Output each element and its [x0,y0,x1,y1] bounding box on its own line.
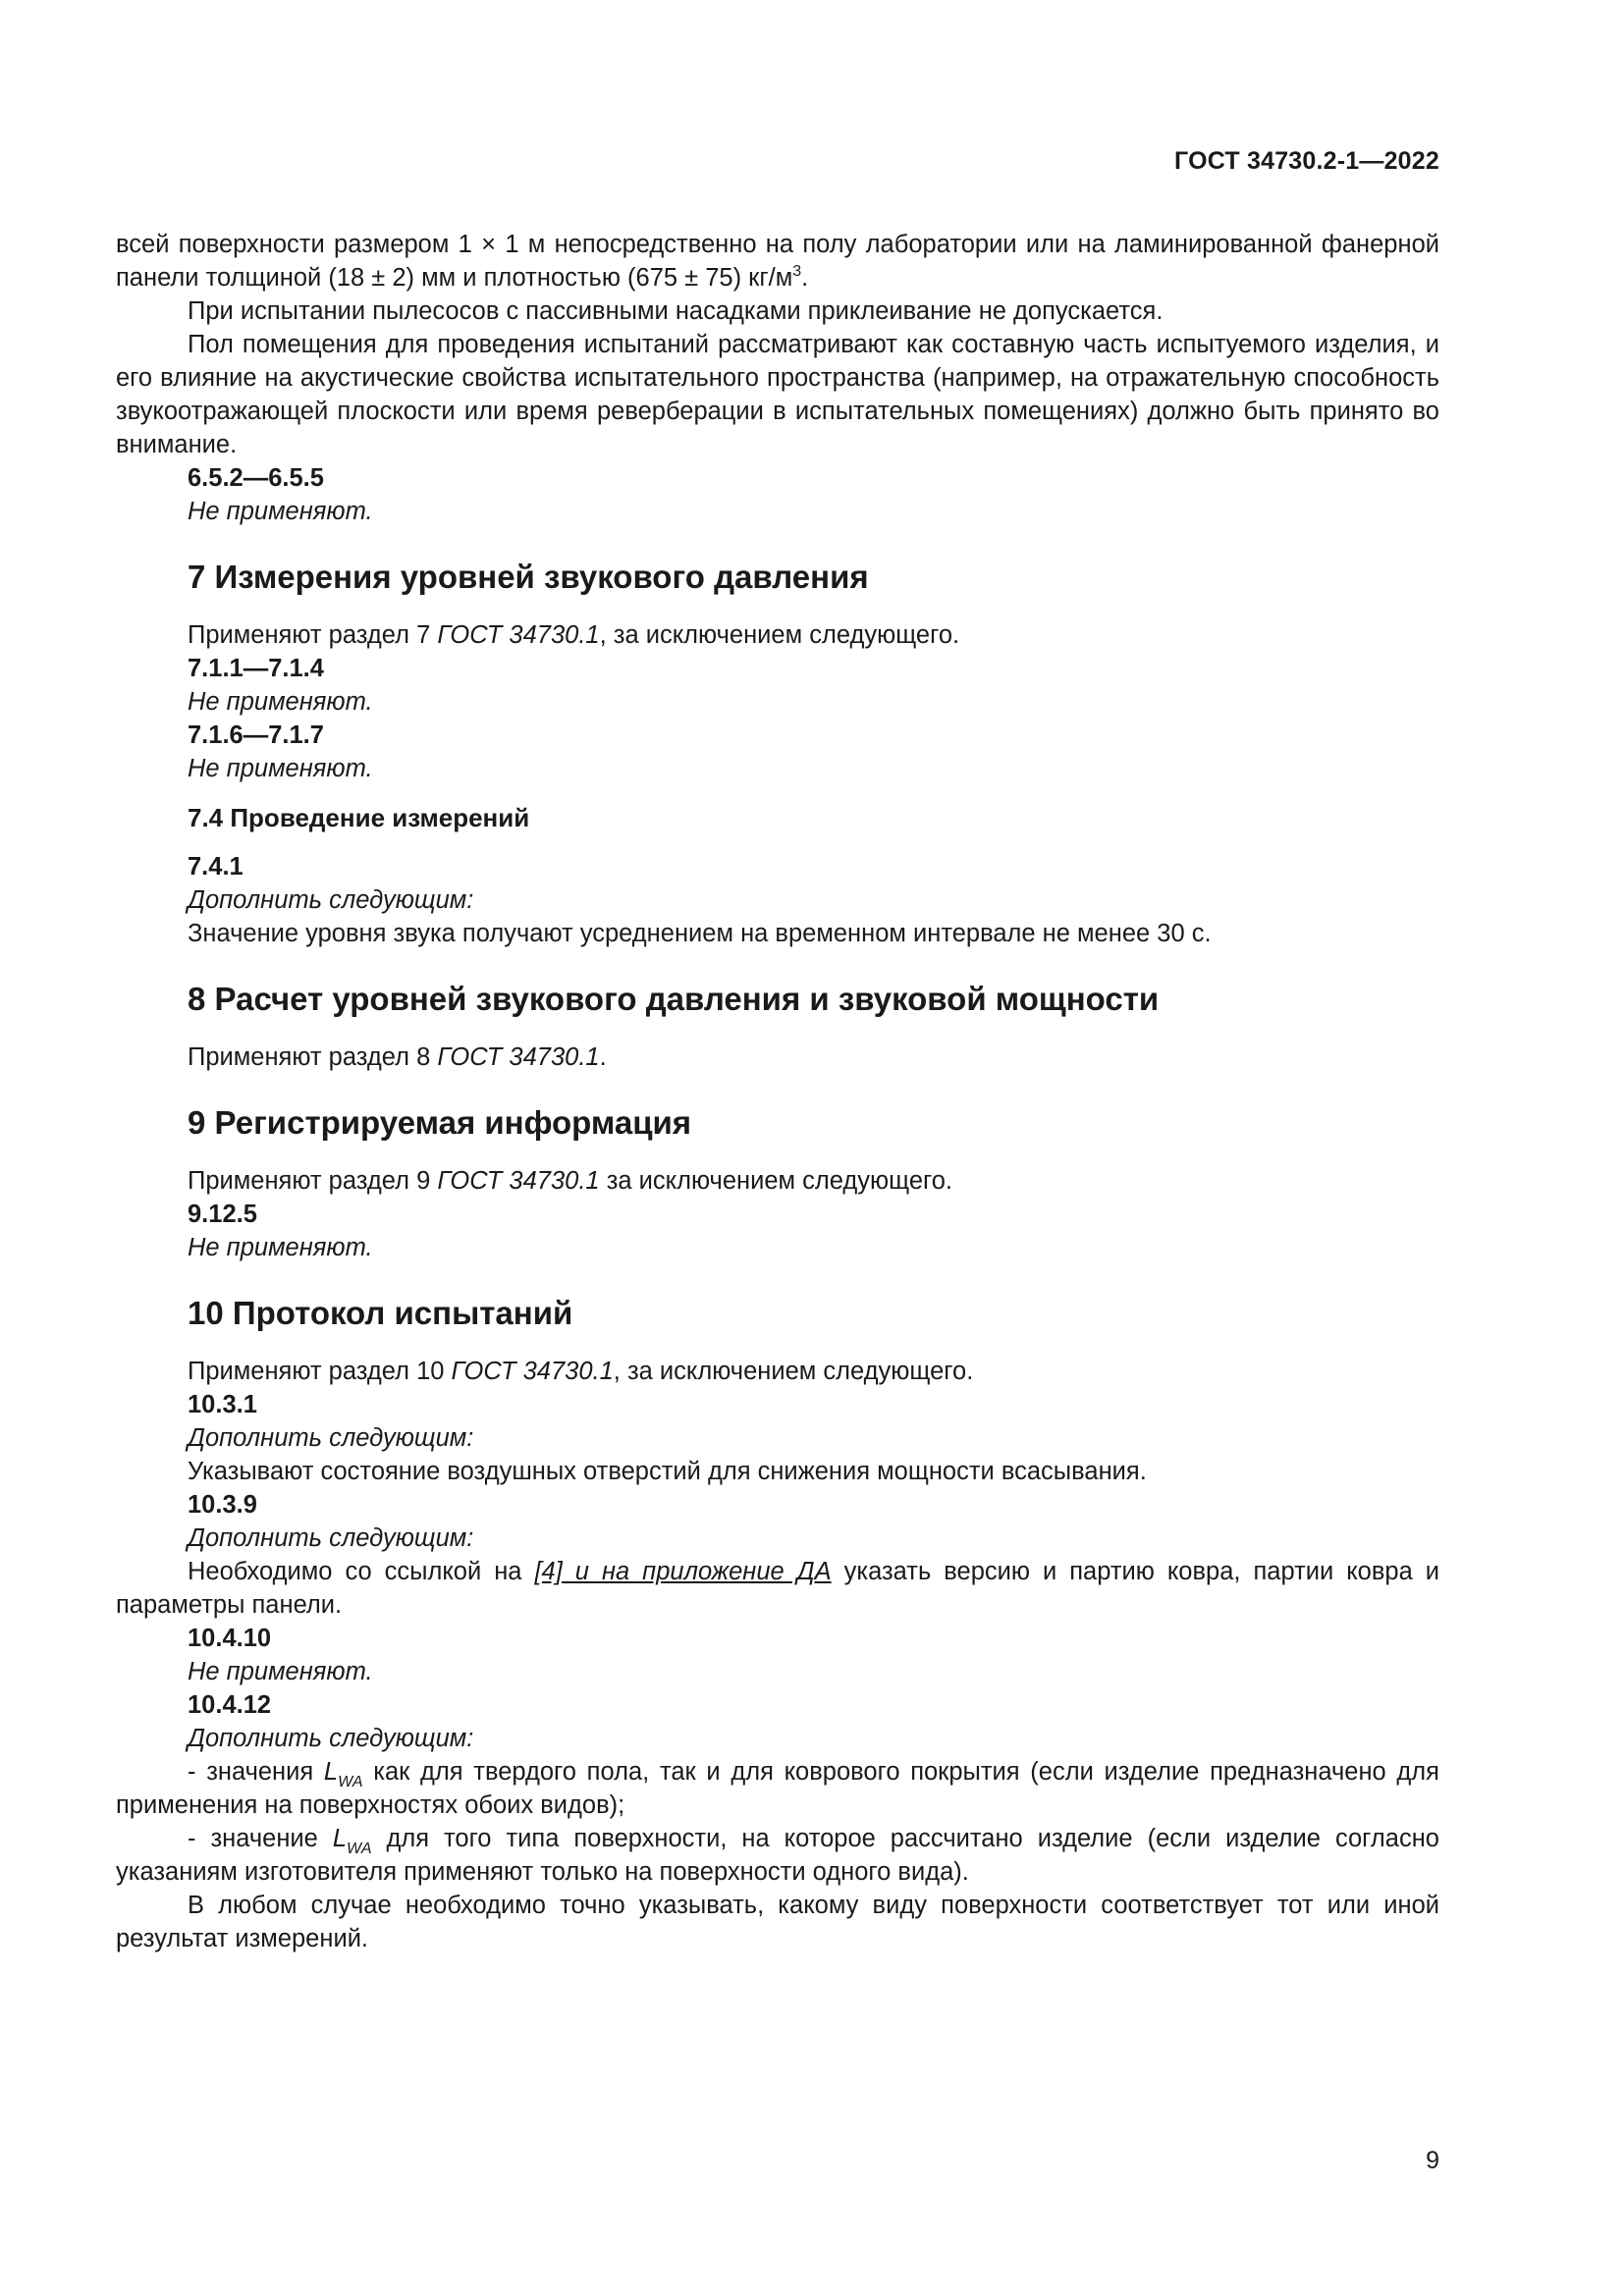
clause-number: 7.1.6—7.1.7 [188,721,324,749]
clause-note: Не применяют. [188,1658,373,1685]
reference-link[interactable]: [4] и на приложение ДА [534,1558,832,1585]
symbol: L [332,1825,347,1852]
section-10-heading: 10 Протокол испытаний [188,1295,573,1331]
list-item: - значения $L_{WA}$ как для твердого пола, так и для коврового покрытия (если изделие предназначено для применения на поверхностях обоих видов); [116,1758,1439,1819]
clause-note: Не применяют. [188,498,373,525]
section-9-apply: Применяют раздел 9 ГОСТ 34730.1 за исключением следующего. [188,1167,953,1195]
document-header-id: ГОСТ 34730.2-1—2022 [1174,147,1439,175]
page-number: 9 [1426,2147,1439,2174]
section-7-apply: Применяют раздел 7 ГОСТ 34730.1, за исключением следующего. [188,621,960,649]
standard-reference: ГОСТ 34730.1 [451,1358,614,1385]
clause-number: 10.3.9 [188,1491,257,1519]
clause-note: Не применяют. [188,1234,373,1261]
intro-paragraph-2: При испытании пылесосов с пассивными насадками приклеивание не допускается. [188,297,1164,325]
clause-note: Дополнить следующим: [188,1725,474,1752]
subsection-7-4-heading: 7.4 Проведение измерений [188,803,530,832]
clause-number: 6.5.2—6.5.5 [188,464,324,492]
intro-paragraph-1: всей поверхности размером 1 × 1 м непосредственно на полу лаборатории или на ламинированной фанерной панели толщиной (18 ± 2) мм и плотностью (675 ± 75) $кг/м^3$. [116,231,1439,292]
list-item: - значение $L_{WA}$ для того типа поверхности, на которое рассчитано изделие (если изделие согласно указаниям изготовителя применяют только на поверхности одного вида). [116,1825,1439,1886]
clause-text: Необходимо со ссылкой на [4] и на приложение ДА указать версию и партию ковра, партии ковра и параметры панели. [116,1558,1439,1619]
section-9-heading: 9 Регистрируемая информация [188,1104,692,1141]
clause-number: 10.4.12 [188,1691,272,1719]
standard-reference: ГОСТ 34730.1 [437,1043,600,1071]
final-paragraph: В любом случае необходимо точно указывать, какому виду поверхности соответствует тот или иной результат измерений. [116,1892,1439,1952]
clause-note: Дополнить следующим: [188,1524,474,1552]
clause-note: Дополнить следующим: [188,886,474,914]
clause-number: 7.4.1 [188,853,244,881]
clause-text: Указывают состояние воздушных отверстий для снижения мощности всасывания. [188,1458,1147,1485]
section-7-heading: 7 Измерения уровней звукового давления [188,559,869,595]
clause-number: 10.3.1 [188,1391,257,1418]
symbol: L [323,1758,339,1786]
clause-number: 9.12.5 [188,1201,257,1228]
clause-text: Значение уровня звука получают усреднением на временном интервале не менее 30 с. [188,920,1212,947]
clause-number: 10.4.10 [188,1625,272,1652]
intro-paragraph-3: Пол помещения для проведения испытаний рассматривают как составную часть испытуемого изделия, и его влияние на акустические свойства испытательного пространства (например, на отражательную способность звукоотражающей плоскости или время реверберации в испытательных помещениях) должно быть принято во внимание. [116,331,1439,458]
standard-reference: ГОСТ 34730.1 [437,621,600,649]
clause-number: 7.1.1—7.1.4 [188,655,324,682]
section-10-apply: Применяют раздел 10 ГОСТ 34730.1, за исключением следующего. [188,1358,974,1385]
section-8-apply: Применяют раздел 8 ГОСТ 34730.1. [188,1043,607,1071]
clause-note: Не применяют. [188,755,373,782]
standard-reference: ГОСТ 34730.1 [437,1167,600,1195]
section-8-heading: 8 Расчет уровней звукового давления и звуковой мощности [188,981,1160,1017]
clause-note: Дополнить следующим: [188,1424,474,1452]
clause-note: Не применяют. [188,688,373,716]
document-body [116,228,1439,1955]
